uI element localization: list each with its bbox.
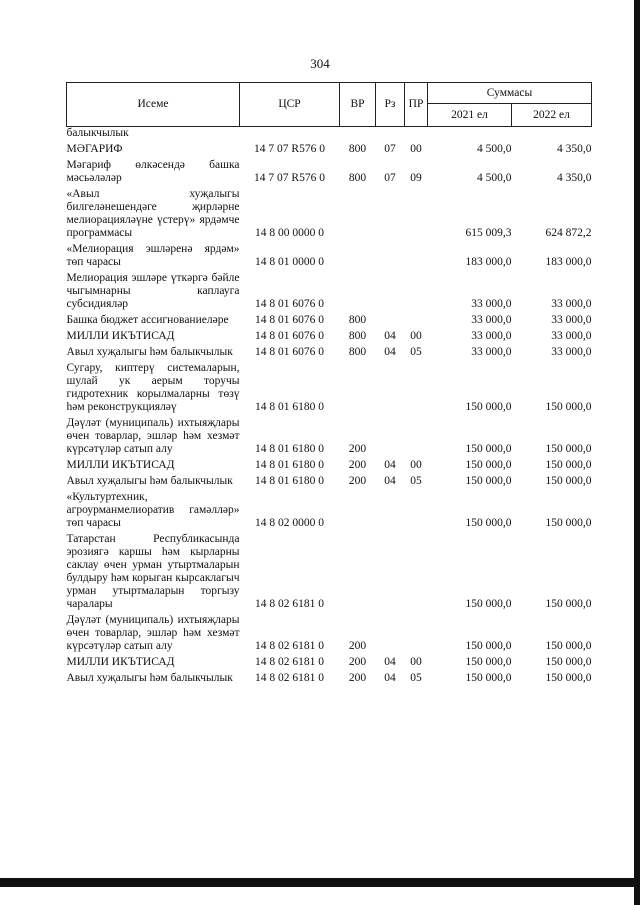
row-name: МИЛЛИ ИКЪТИСАД bbox=[66, 656, 175, 668]
page-number: 304 bbox=[310, 56, 330, 71]
row-amount-2022: 150 000,0 bbox=[545, 672, 592, 684]
header-year-2021: 2021 ел bbox=[428, 104, 512, 127]
row-vr-code: 200 bbox=[348, 459, 367, 471]
row-vr-code: 800 bbox=[348, 346, 367, 358]
row-csr-code: 14 8 01 6076 0 bbox=[255, 330, 324, 342]
row-amount-2021: 33 000,0 bbox=[471, 314, 512, 326]
row-amount-2021: 150 000,0 bbox=[465, 459, 512, 471]
row-csr-code: 14 8 01 6076 0 bbox=[255, 314, 324, 326]
row-amount-2021: 183 000,0 bbox=[465, 256, 512, 268]
row-amount-2021: 150 000,0 bbox=[465, 598, 512, 610]
row-vr-code bbox=[340, 491, 376, 533]
row-pr-code bbox=[405, 417, 428, 459]
row-amount-2021 bbox=[428, 127, 512, 144]
row-name: Сугару, киптерү системаларын, шулай ук аерым торучы гидротехник корылмаларны төзү һәм реконструкцияләү bbox=[66, 362, 240, 413]
row-pr-code: 00 bbox=[410, 656, 422, 668]
header-csr: ЦСР bbox=[240, 83, 340, 127]
row-name: Татарстан Республикасында эрозиягә каршы һәм кырларны саклау өчен урман утыртмаларын булдыру һәм корыган кырсаклагыч урман утыртмаларын торгызу чаралары bbox=[66, 533, 240, 610]
row-pr-code: 05 bbox=[410, 672, 422, 684]
row-rz-code: 04 bbox=[384, 475, 396, 487]
row-pr-code: 00 bbox=[410, 459, 422, 471]
row-rz-code bbox=[376, 127, 405, 144]
row-rz-code: 07 bbox=[384, 143, 396, 155]
table-row bbox=[67, 127, 592, 144]
row-pr-code bbox=[405, 614, 428, 656]
row-pr-code: 05 bbox=[410, 475, 422, 487]
row-name: Авыл хуҗалыгы һәм балыкчылык bbox=[66, 346, 233, 358]
row-amount-2021: 150 000,0 bbox=[465, 517, 512, 529]
row-amount-2021: 33 000,0 bbox=[471, 346, 512, 358]
table-row bbox=[67, 243, 592, 272]
table-row bbox=[67, 159, 592, 188]
row-vr-code: 200 bbox=[348, 443, 367, 455]
row-vr-code: 800 bbox=[348, 143, 367, 155]
table-row bbox=[67, 362, 592, 417]
row-csr-code: 14 8 02 0000 0 bbox=[255, 517, 324, 529]
row-amount-2022: 150 000,0 bbox=[545, 640, 592, 652]
row-csr-code: 14 8 02 6181 0 bbox=[255, 640, 324, 652]
row-rz-code bbox=[376, 243, 405, 272]
row-name: Мелиорация эшләре үткәргә бәйле чыгымнарны каплауга субсидияләр bbox=[66, 272, 240, 310]
table-header bbox=[67, 83, 592, 127]
row-amount-2021: 150 000,0 bbox=[465, 672, 512, 684]
row-csr-code: 14 8 01 6180 0 bbox=[255, 443, 324, 455]
row-vr-code bbox=[340, 362, 376, 417]
row-rz-code bbox=[376, 188, 405, 243]
row-csr-code: 14 8 01 6180 0 bbox=[255, 401, 324, 413]
row-amount-2021: 33 000,0 bbox=[471, 330, 512, 342]
row-name: МӘГАРИФ bbox=[66, 143, 123, 155]
row-amount-2022: 624 872,2 bbox=[545, 227, 592, 239]
table-row bbox=[67, 330, 592, 346]
row-amount-2021: 4 500,0 bbox=[477, 143, 512, 155]
row-name: балыкчылык bbox=[66, 127, 129, 139]
row-name: «Авыл хуҗалыгы билгеләнешендәге җирләрне мелиорацияләүне үстерү» ярдәмче программасы bbox=[66, 188, 240, 239]
row-vr-code: 200 bbox=[348, 656, 367, 668]
row-vr-code bbox=[340, 127, 376, 144]
table-row bbox=[67, 459, 592, 475]
row-vr-code: 200 bbox=[348, 640, 367, 652]
row-csr-code: 14 8 01 6180 0 bbox=[255, 459, 324, 471]
row-vr-code: 800 bbox=[348, 330, 367, 342]
row-pr-code bbox=[405, 314, 428, 330]
row-vr-code bbox=[340, 188, 376, 243]
row-name: «Культуртехник, агроурманмелиоратив гамәлләр» төп чарасы bbox=[66, 491, 240, 529]
row-csr-code: 14 7 07 R576 0 bbox=[254, 172, 325, 184]
row-rz-code: 04 bbox=[384, 346, 396, 358]
row-amount-2021: 4 500,0 bbox=[477, 172, 512, 184]
row-name: Авыл хуҗалыгы һәм балыкчылык bbox=[66, 475, 233, 487]
row-csr-code: 14 8 01 0000 0 bbox=[255, 256, 324, 268]
row-amount-2022: 4 350,0 bbox=[557, 143, 592, 155]
row-rz-code: 04 bbox=[384, 330, 396, 342]
table-row bbox=[67, 614, 592, 656]
row-amount-2022: 33 000,0 bbox=[551, 346, 592, 358]
row-vr-code: 800 bbox=[348, 172, 367, 184]
table-row bbox=[67, 656, 592, 672]
row-rz-code: 04 bbox=[384, 672, 396, 684]
scan-edge-bottom bbox=[0, 878, 640, 887]
table-row bbox=[67, 491, 592, 533]
row-rz-code bbox=[376, 533, 405, 614]
row-amount-2022: 183 000,0 bbox=[545, 256, 592, 268]
row-csr-code: 14 8 00 0000 0 bbox=[255, 227, 324, 239]
row-rz-code bbox=[376, 272, 405, 314]
row-name: Дәүләт (муниципаль) ихтыяҗлары өчен товарлар, эшләр һәм хезмәт күрсәтүләр сатып алу bbox=[66, 417, 240, 455]
row-csr-code: 14 8 01 6180 0 bbox=[255, 475, 324, 487]
row-vr-code: 200 bbox=[348, 475, 367, 487]
row-amount-2022: 33 000,0 bbox=[551, 330, 592, 342]
row-amount-2022: 150 000,0 bbox=[545, 656, 592, 668]
row-rz-code bbox=[376, 614, 405, 656]
row-amount-2022 bbox=[512, 127, 592, 144]
row-csr-code: 14 8 01 6076 0 bbox=[255, 346, 324, 358]
row-rz-code: 04 bbox=[384, 459, 396, 471]
table-row bbox=[67, 143, 592, 159]
row-amount-2022: 33 000,0 bbox=[551, 298, 592, 310]
row-pr-code: 00 bbox=[410, 143, 422, 155]
row-pr-code: 00 bbox=[410, 330, 422, 342]
row-vr-code: 800 bbox=[348, 314, 367, 326]
table-row bbox=[67, 188, 592, 243]
row-name: МИЛЛИ ИКЪТИСАД bbox=[66, 459, 175, 471]
row-rz-code: 07 bbox=[384, 172, 396, 184]
row-csr-code: 14 8 02 6181 0 bbox=[255, 656, 324, 668]
row-rz-code bbox=[376, 491, 405, 533]
table-row bbox=[67, 314, 592, 330]
header-name: Исеме bbox=[67, 83, 240, 127]
row-vr-code bbox=[340, 243, 376, 272]
row-amount-2022: 150 000,0 bbox=[545, 517, 592, 529]
header-rz: Рз bbox=[376, 83, 405, 127]
table-row bbox=[67, 475, 592, 491]
row-csr-code bbox=[240, 127, 340, 144]
row-amount-2021: 150 000,0 bbox=[465, 401, 512, 413]
row-pr-code bbox=[405, 533, 428, 614]
header-year-2022: 2022 ел bbox=[512, 104, 592, 127]
row-pr-code bbox=[405, 362, 428, 417]
row-amount-2021: 615 009,3 bbox=[465, 227, 512, 239]
row-pr-code bbox=[405, 127, 428, 144]
row-csr-code: 14 8 02 6181 0 bbox=[255, 598, 324, 610]
header-sums: Суммасы bbox=[428, 83, 592, 104]
row-pr-code: 05 bbox=[410, 346, 422, 358]
row-rz-code bbox=[376, 417, 405, 459]
row-csr-code: 14 8 02 6181 0 bbox=[255, 672, 324, 684]
row-vr-code bbox=[340, 272, 376, 314]
row-pr-code bbox=[405, 243, 428, 272]
table-body bbox=[67, 127, 592, 689]
row-amount-2022: 150 000,0 bbox=[545, 459, 592, 471]
row-name: Авыл хуҗалыгы һәм балыкчылык bbox=[66, 672, 233, 684]
row-rz-code bbox=[376, 362, 405, 417]
row-amount-2022: 4 350,0 bbox=[557, 172, 592, 184]
table-row bbox=[67, 417, 592, 459]
row-name: Мәгариф өлкәсендә башка мәсьәләләр bbox=[66, 159, 240, 184]
row-name: Дәүләт (муниципаль) ихтыяҗлары өчен товарлар, эшләр һәм хезмәт күрсәтүләр сатып алу bbox=[66, 614, 240, 652]
table-row bbox=[67, 533, 592, 614]
row-name: МИЛЛИ ИКЪТИСАД bbox=[66, 330, 175, 342]
row-vr-code: 200 bbox=[348, 672, 367, 684]
row-amount-2022: 150 000,0 bbox=[545, 443, 592, 455]
row-rz-code bbox=[376, 314, 405, 330]
row-name: «Мелиорация эшләренә ярдәм» төп чарасы bbox=[66, 243, 240, 268]
row-pr-code bbox=[405, 188, 428, 243]
row-amount-2021: 150 000,0 bbox=[465, 443, 512, 455]
table-row bbox=[67, 346, 592, 362]
row-csr-code: 14 7 07 R576 0 bbox=[254, 143, 325, 155]
row-amount-2022: 150 000,0 bbox=[545, 401, 592, 413]
row-pr-code bbox=[405, 491, 428, 533]
scan-edge-right bbox=[634, 0, 640, 905]
row-amount-2022: 150 000,0 bbox=[545, 475, 592, 487]
row-amount-2022: 33 000,0 bbox=[551, 314, 592, 326]
table-row bbox=[67, 272, 592, 314]
budget-table bbox=[66, 82, 592, 688]
row-amount-2021: 150 000,0 bbox=[465, 656, 512, 668]
row-csr-code: 14 8 01 6076 0 bbox=[255, 298, 324, 310]
row-pr-code bbox=[405, 272, 428, 314]
table-row bbox=[67, 672, 592, 688]
row-amount-2021: 150 000,0 bbox=[465, 475, 512, 487]
header-pr: ПР bbox=[405, 83, 428, 127]
row-rz-code: 04 bbox=[384, 656, 396, 668]
row-amount-2021: 150 000,0 bbox=[465, 640, 512, 652]
row-pr-code: 09 bbox=[410, 172, 422, 184]
row-vr-code bbox=[340, 533, 376, 614]
row-amount-2022: 150 000,0 bbox=[545, 598, 592, 610]
header-vr: ВР bbox=[340, 83, 376, 127]
row-name: Башка бюджет ассигнованиеләре bbox=[66, 314, 229, 326]
row-amount-2021: 33 000,0 bbox=[471, 298, 512, 310]
